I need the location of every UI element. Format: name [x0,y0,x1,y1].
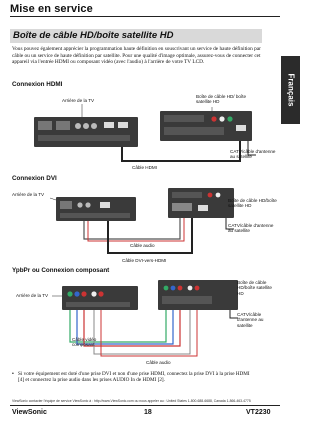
language-label: Français [286,73,295,107]
section-title: Boîte de câble HD/boîte satellite HD [13,30,174,41]
dvi-heading: Connexion DVI [12,175,57,182]
bullet-marker: • [12,371,14,377]
dvi-note: Si votre équipement est doté d'une prise DVI et non d'une prise HDMI, connectez la prise DVI à la prise HDMI [4] et connectez la prise audio dans les prises AUDIO In de HDMI [2]. [18,371,250,384]
ypbpr-heading: YpbPr ou Connexion composant [12,267,110,274]
page-title: Mise en service [10,3,93,15]
catv-label: CATV/câble d'antenne au satellite [230,149,276,160]
dvi-cable-label: Câble DVI-vers-HDMI [122,258,167,263]
audio-cable-label: Câble audio [146,360,171,365]
component-video-cable-label: Câble vidéo composant [72,337,97,348]
footer-rule [10,405,280,406]
model-number: VT2230 [246,409,271,416]
hdmi-heading: Connexion HDMI [12,81,63,88]
box-label: Boîte de câble HD/ boîte satellite HD [196,94,247,105]
tv-back-label: Arrière de la TV [62,98,95,103]
page-number: 18 [144,409,152,416]
dvi-diagram [12,183,280,265]
catv-label: CATV/câble d'antenne au satellite [237,312,264,328]
tv-back-label: Arrière de la TV [16,293,49,298]
footer-contact-note: ViewSonic contacter l'équipe de service ViewSonic à : http://www.ViewSonic.com ou nous appeler au : United States 1-800-688-6688, Canada 1-866-463-4775 [12,399,251,403]
ypbpr-diagram [12,276,280,368]
tv-back-label: Arrière de la TV [12,192,45,197]
box-label: Boîte de câble HD/boîte satellite HD [228,198,277,209]
language-side-tab [281,56,300,124]
box-label: Boîte de câble HD/boîte satellite HD [237,280,272,296]
footer-brand: ViewSonic [12,409,47,416]
intro-paragraph: Vous pouvez également apprécier la programmation haute définition en souscrivant un service de haute définition par câble ou un service de haute définition par satellite. Pour une qualité d'image optimale, assurez-vous de connecter cet appareil via l'entrée HDMI ou composant vidéo (avec l'audio) à l'arrière de votre TV LCD. [12,46,261,66]
hdmi-diagram [12,89,280,175]
catv-label: CATV/câble d'antenne au satellite [228,223,274,234]
audio-cable-label: Câble audio [130,243,155,248]
hdmi-cable-label: Câble HDMI [132,165,158,170]
header-rule [10,16,280,17]
